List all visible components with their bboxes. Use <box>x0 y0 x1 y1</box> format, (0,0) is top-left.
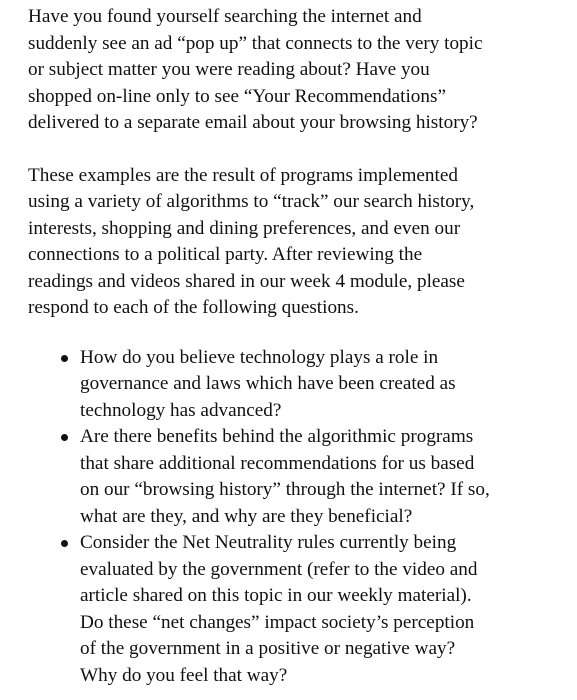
question-item <box>28 424 573 530</box>
question-line: governance and laws which have been created as <box>80 373 456 394</box>
bullet-icon <box>61 355 68 362</box>
question-line: what are they, and why are they beneficial? <box>80 505 413 527</box>
paragraph-line: connections to a political party. After reviewing the <box>28 244 423 265</box>
paragraph-line: or subject matter you were reading about? Have you <box>28 59 430 80</box>
question-line: Why do you feel that way? <box>80 664 288 686</box>
question-item <box>28 530 573 689</box>
question-line: technology has advanced? <box>80 399 282 421</box>
question-line: How do you believe technology plays a role in <box>80 346 439 368</box>
question-line: Consider the Net Neutrality rules currently being <box>80 532 457 553</box>
question-line: of the government in a positive or negative way? <box>80 638 456 659</box>
examples-paragraph <box>28 163 573 322</box>
paragraph-line: using a variety of algorithms to “track” our search history, <box>28 191 475 212</box>
paragraph-line: Have you found yourself searching the internet and <box>28 6 422 27</box>
paragraph-line: readings and videos shared in our week 4 module, please <box>28 270 465 292</box>
bullet-icon <box>61 540 68 547</box>
question-item <box>28 345 573 425</box>
paragraph-line: respond to each of the following questions. <box>28 297 359 318</box>
question-line: on our “browsing history” through the internet? If so, <box>80 479 490 500</box>
question-line: that share additional recommendations for us based <box>80 452 475 474</box>
question-line: Do these “net changes” impact society’s perception <box>80 611 475 633</box>
document-body <box>28 4 573 689</box>
paragraph-line: shopped on-line only to see “Your Recommendations” <box>28 85 446 107</box>
paragraph-line: suddenly see an ad “pop up” that connects to the very topic <box>28 32 483 54</box>
question-line: article shared on this topic in our weekly material). <box>80 585 472 606</box>
question-line: evaluated by the government (refer to the video and <box>80 558 478 580</box>
intro-paragraph <box>28 4 573 137</box>
paragraph-line: delivered to a separate email about your browsing history? <box>28 112 478 133</box>
paragraph-line: interests, shopping and dining preferences, and even our <box>28 217 461 239</box>
paragraph-line: These examples are the result of programs implemented <box>28 164 458 186</box>
bullet-icon <box>61 434 68 441</box>
question-list <box>28 345 573 690</box>
question-line: Are there benefits behind the algorithmic programs <box>80 426 474 447</box>
